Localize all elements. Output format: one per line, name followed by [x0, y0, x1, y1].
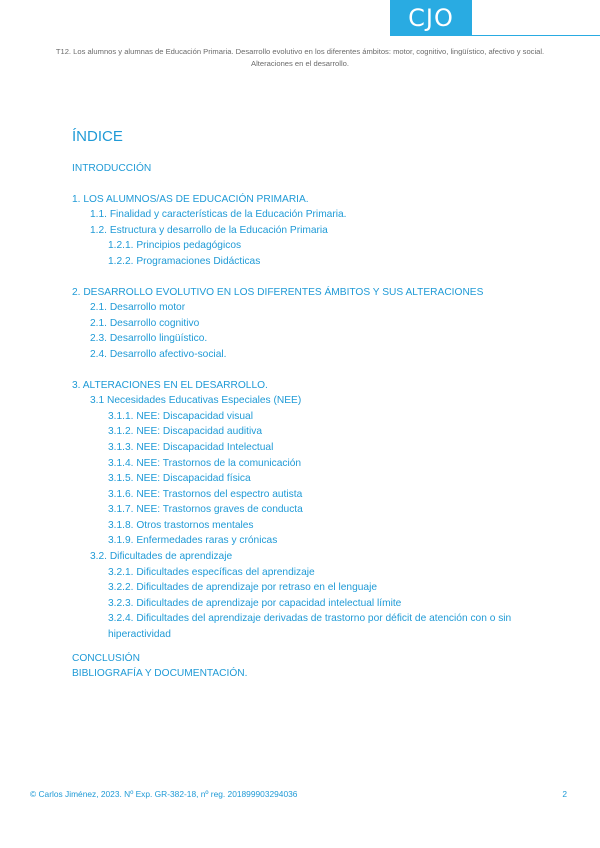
toc-entry[interactable]: 3.1.8. Otros trastornos mentales	[108, 519, 254, 531]
toc-entry-introduccion[interactable]: INTRODUCCIÓN	[72, 163, 152, 174]
toc-entry[interactable]: 1.1. Finalidad y características de la Educación Primaria.	[90, 209, 347, 221]
subtitle-line: Alteraciones en el desarrollo.	[251, 59, 349, 68]
footer-copyright: © Carlos Jiménez, 2023. Nº Exp. GR-382-18, nº reg. 201899903294036	[30, 789, 298, 799]
toc-entry[interactable]: 3.2.2. Dificultades de aprendizaje por retraso en el lenguaje	[108, 582, 378, 594]
toc-entry[interactable]: 3.2.1. Dificultades específicas del aprendizaje	[108, 566, 315, 578]
toc-entry[interactable]: 3.2.4. Dificultades del aprendizaje derivadas de trastorno por déficit de atención con o sin hiperactividad	[108, 613, 512, 641]
toc-entry[interactable]: 3.1.3. NEE: Discapacidad Intelectual	[108, 441, 274, 453]
toc-entry[interactable]: 3.1.1. NEE: Discapacidad visual	[108, 410, 253, 422]
toc-entry[interactable]: 3.2.3. Dificultades de aprendizaje por capacidad intelectual límite	[108, 597, 402, 609]
toc-entry[interactable]: 3.1.2. NEE: Discapacidad auditiva	[108, 426, 263, 438]
subtitle-line: T12. Los alumnos y alumnas de Educación Primaria. Desarrollo evolutivo en los diferentes ámbitos: motor, cognitivo, lingüístico, afectivo y social.	[55, 47, 545, 56]
table-of-contents	[72, 128, 540, 682]
document-subtitle	[20, 46, 580, 70]
toc-entry[interactable]: 1.2.1. Principios pedagógicos	[108, 240, 242, 252]
header-rule	[472, 35, 600, 36]
toc-entry[interactable]: 3.1.4. NEE: Trastornos de la comunicación	[108, 457, 302, 469]
toc-entry-section-1[interactable]: 1. LOS ALUMNOS/AS DE EDUCACIÓN PRIMARIA.	[72, 193, 309, 205]
toc-entry[interactable]: 3.1.7. NEE: Trastornos graves de conducta	[108, 504, 303, 516]
page-number: 2	[562, 789, 567, 799]
toc-entry[interactable]: 2.3. Desarrollo lingüístico.	[90, 333, 208, 345]
toc-entry[interactable]: 3.1.6. NEE: Trastornos del espectro autista	[108, 488, 303, 500]
toc-entry[interactable]: 1.2. Estructura y desarrollo de la Educación Primaria	[90, 224, 328, 236]
toc-entry[interactable]: 3.1 Necesidades Educativas Especiales (NEE)	[90, 395, 302, 407]
toc-entry[interactable]: 2.4. Desarrollo afectivo-social.	[90, 348, 227, 360]
logo: CJO	[390, 0, 472, 36]
toc-entry-conclusion[interactable]: CONCLUSIÓN	[72, 652, 140, 664]
toc-entry-bibliography[interactable]: BIBLIOGRAFÍA Y DOCUMENTACIÓN.	[72, 668, 248, 680]
toc-entry[interactable]: 1.2.2. Programaciones Didácticas	[108, 255, 261, 267]
toc-entry-section-2[interactable]: 2. DESARROLLO EVOLUTIVO EN LOS DIFERENTES ÁMBITOS Y SUS ALTERACIONES	[72, 286, 484, 298]
toc-entry[interactable]: 2.1. Desarrollo cognitivo	[90, 317, 200, 329]
toc-entry[interactable]: 3.1.5. NEE: Discapacidad física	[108, 473, 251, 485]
toc-entry-section-3[interactable]: 3. ALTERACIONES EN EL DESARROLLO.	[72, 379, 268, 391]
toc-title: ÍNDICE	[72, 128, 123, 145]
toc-entry[interactable]: 3.1.9. Enfermedades raras y crónicas	[108, 535, 278, 547]
toc-entry[interactable]: 2.1. Desarrollo motor	[90, 302, 186, 314]
toc-entry[interactable]: 3.2. Dificultades de aprendizaje	[90, 551, 233, 563]
